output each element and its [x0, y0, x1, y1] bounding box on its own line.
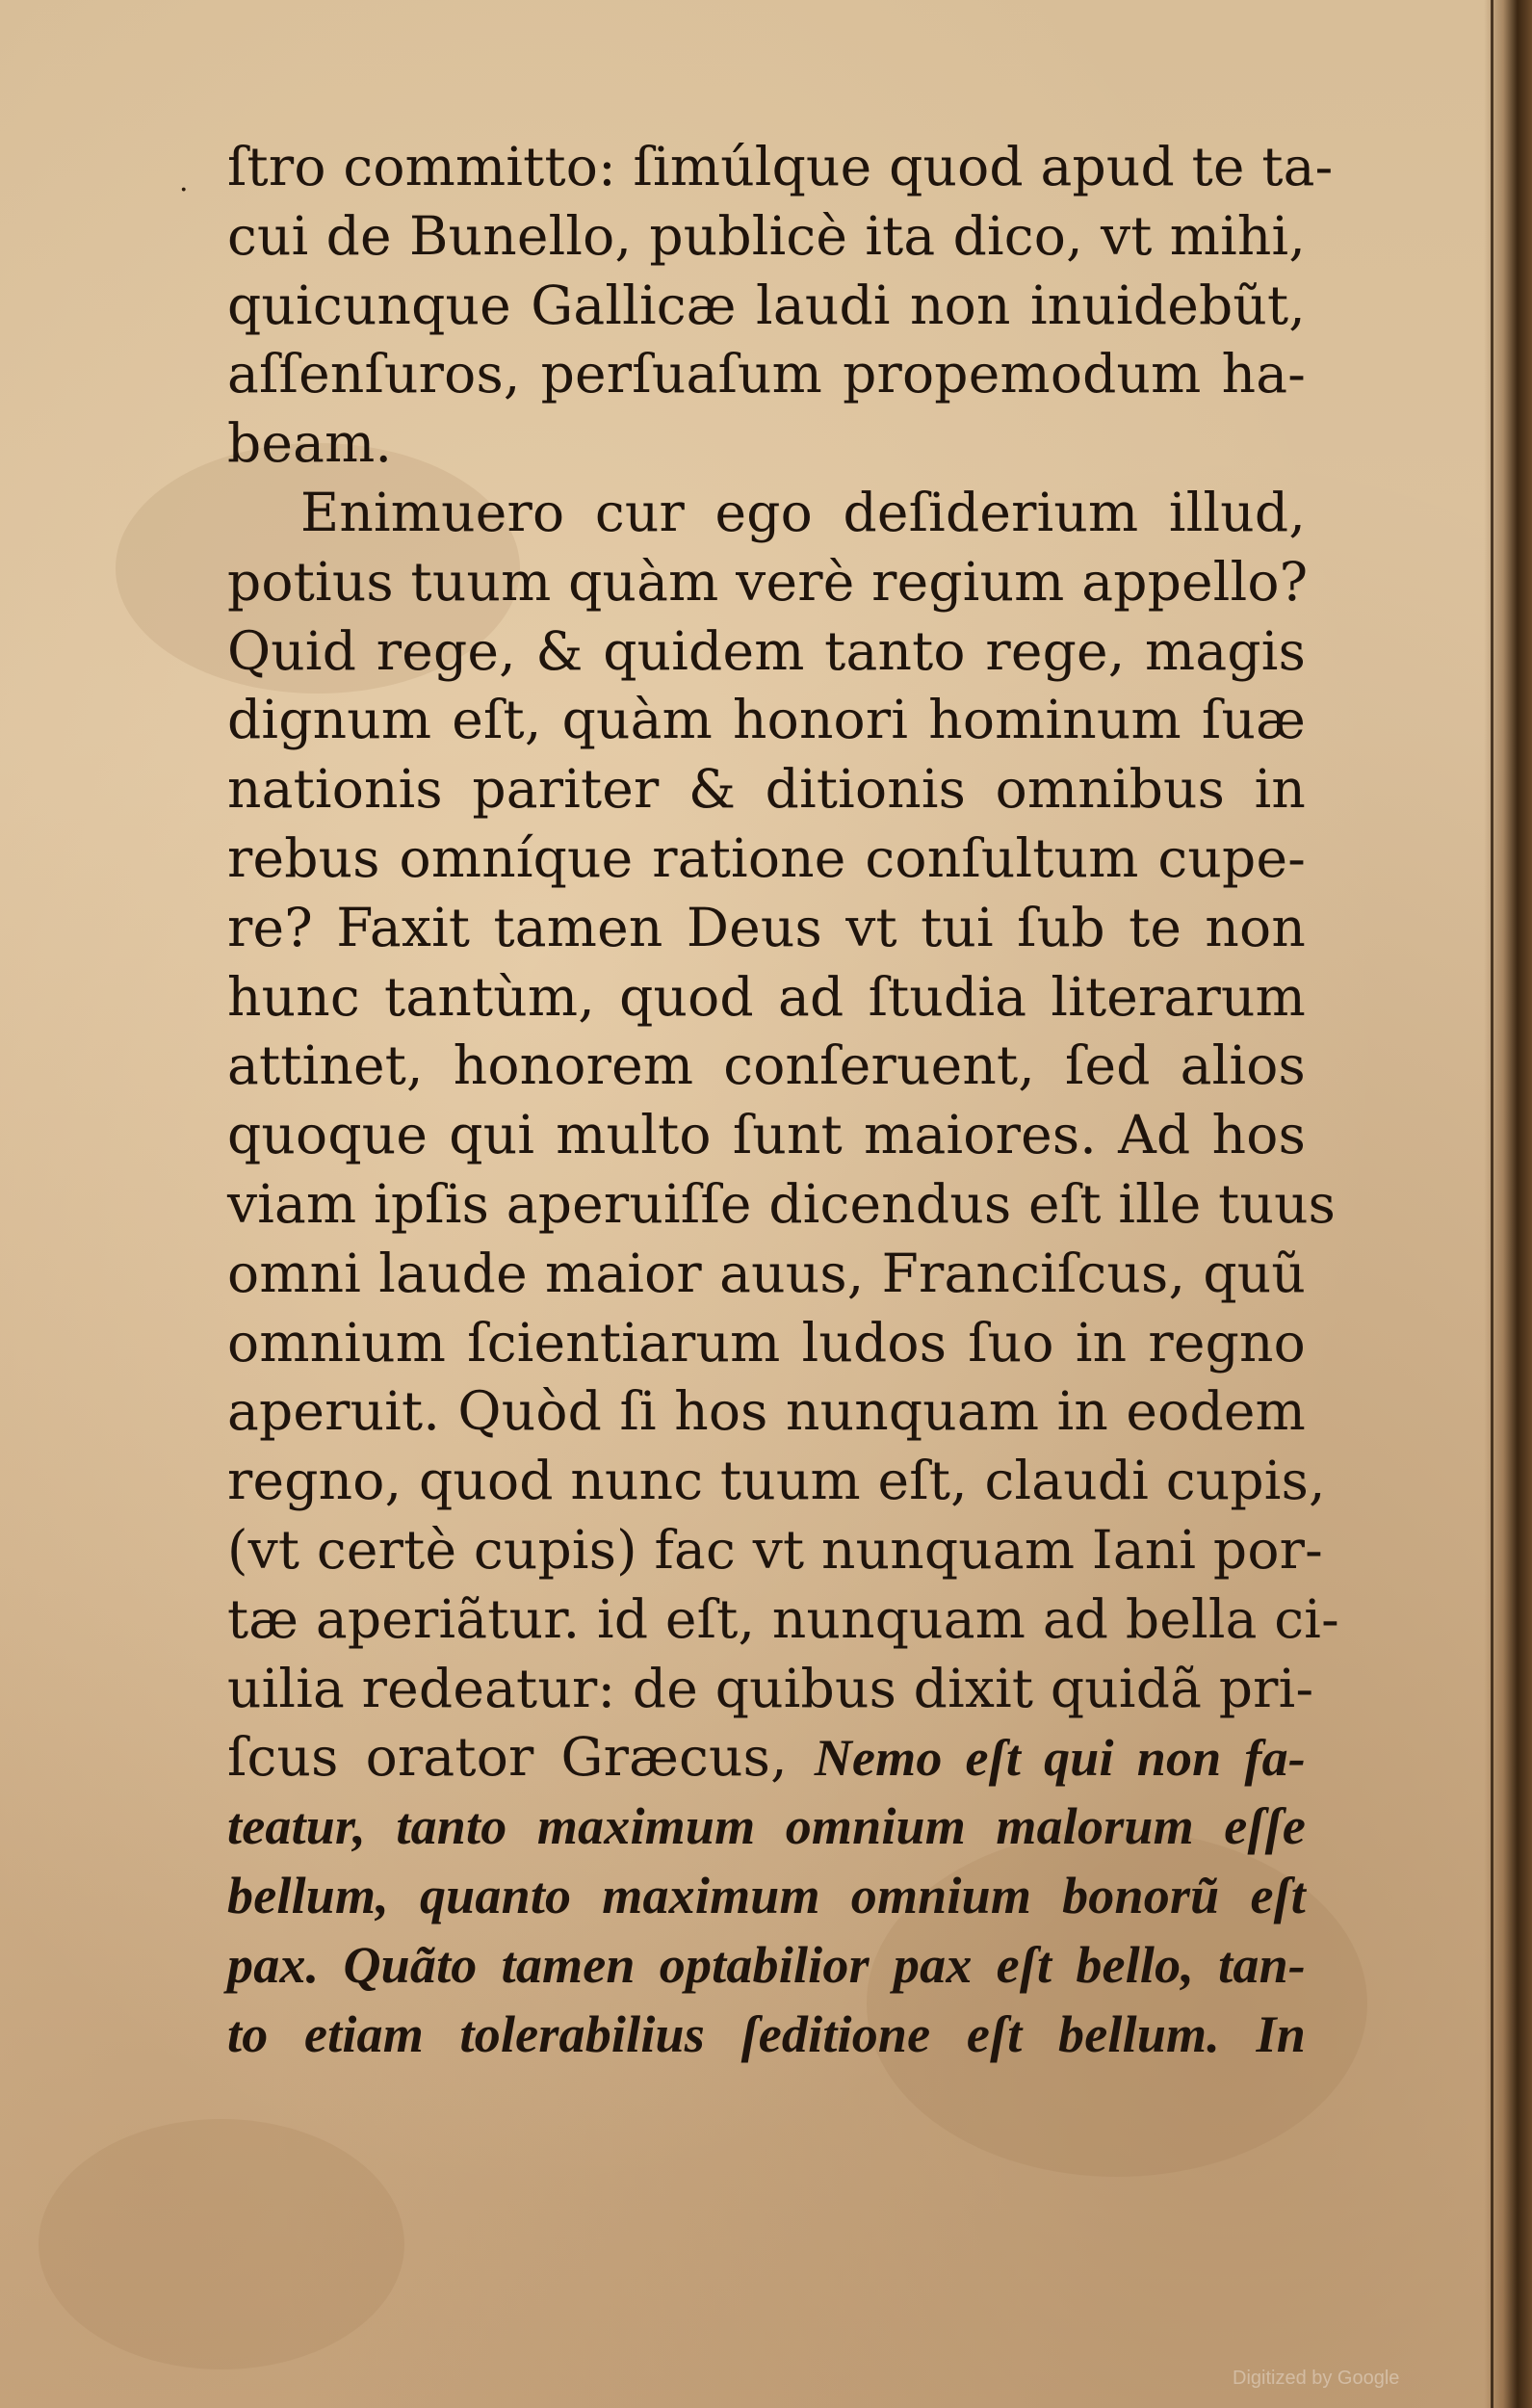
- text-line: omni laude maior auus, Franciſcus, quũ: [227, 1242, 1306, 1304]
- text-line: aſſenſuros, perſuaſum propemodum ha-: [227, 343, 1306, 406]
- text-line: tæ aperiãtur. id eſt, nunquam ad bella ci-: [227, 1587, 1339, 1650]
- text-segment: ſcus orator Græcus,: [227, 1726, 788, 1789]
- text-line: potius tuum quàm verè regium appello?: [227, 550, 1309, 613]
- text-line: cui de Bunello, publicè ita dico, vt mihi,: [227, 204, 1306, 267]
- text-line: ſtro committo: ſimúlque quod apud te ta-: [227, 136, 1334, 197]
- text-line: (vt certè cupis) fac vt nunquam Iani por-: [227, 1518, 1323, 1581]
- text-line: quicunque Gallicæ laudi non inuidebũt,: [227, 274, 1306, 336]
- text-line: quoque qui multo ſunt maiores. Ad hos: [227, 1104, 1306, 1166]
- text-line: hunc tantùm, quod ad ſtudia literarum: [227, 965, 1306, 1028]
- text-line: nationis pariter & ditionis omnibus in: [227, 758, 1306, 821]
- digitization-watermark: Digitized by Google: [1233, 2368, 1400, 2389]
- text-line: uilia redeatur: de quibus dixit quidã pri-: [227, 1657, 1314, 1719]
- page-edge-line: [1491, 0, 1493, 2408]
- paper-stain: [39, 2119, 404, 2369]
- italic-quote-line: bellum, quanto maximum omnium bonorũ eſt: [227, 1866, 1306, 1924]
- text-line: viam ipſis aperuiſſe dicendus eſt ille tuus: [227, 1172, 1337, 1235]
- text-line: Enimuero cur ego deſiderium illud,: [300, 481, 1306, 543]
- text-line: dignum eſt, quàm honori hominum ſuæ: [227, 689, 1306, 751]
- text-line: regno, quod nunc tuum eſt, claudi cupis,: [227, 1450, 1326, 1512]
- text-line: aperuit. Quòd ſi hos nunquam in eodem: [227, 1380, 1306, 1443]
- text-line-mixed: [227, 1723, 1306, 1793]
- text-line: Quid rege, & quidem tanto rege, magis: [227, 619, 1306, 682]
- italic-quote-segment: Nemo eſt qui non fa-: [814, 1729, 1306, 1788]
- text-line: omnium ſcientiarum ludos ſuo in regno: [227, 1311, 1306, 1374]
- text-line: attinet, honorem conſeruent, ſed alios: [227, 1034, 1306, 1097]
- latin-text-body: [227, 133, 1339, 2069]
- italic-quote-line: pax. Quãto tamen optabilior pax eſt bello, tan-: [227, 1935, 1306, 1994]
- text-line: rebus omníque ratione conſultum cupe-: [227, 826, 1306, 889]
- italic-quote-line: to etiam tolerabilius ſeditione eſt bellum. In: [227, 2004, 1306, 2063]
- margin-mark-icon: ·: [179, 173, 189, 207]
- text-line: beam.: [227, 412, 393, 475]
- text-line: re? Faxit tamen Deus vt tui ſub te non: [227, 896, 1306, 958]
- italic-quote-line: teatur, tanto maximum omnium malorum eſſe: [227, 1797, 1306, 1856]
